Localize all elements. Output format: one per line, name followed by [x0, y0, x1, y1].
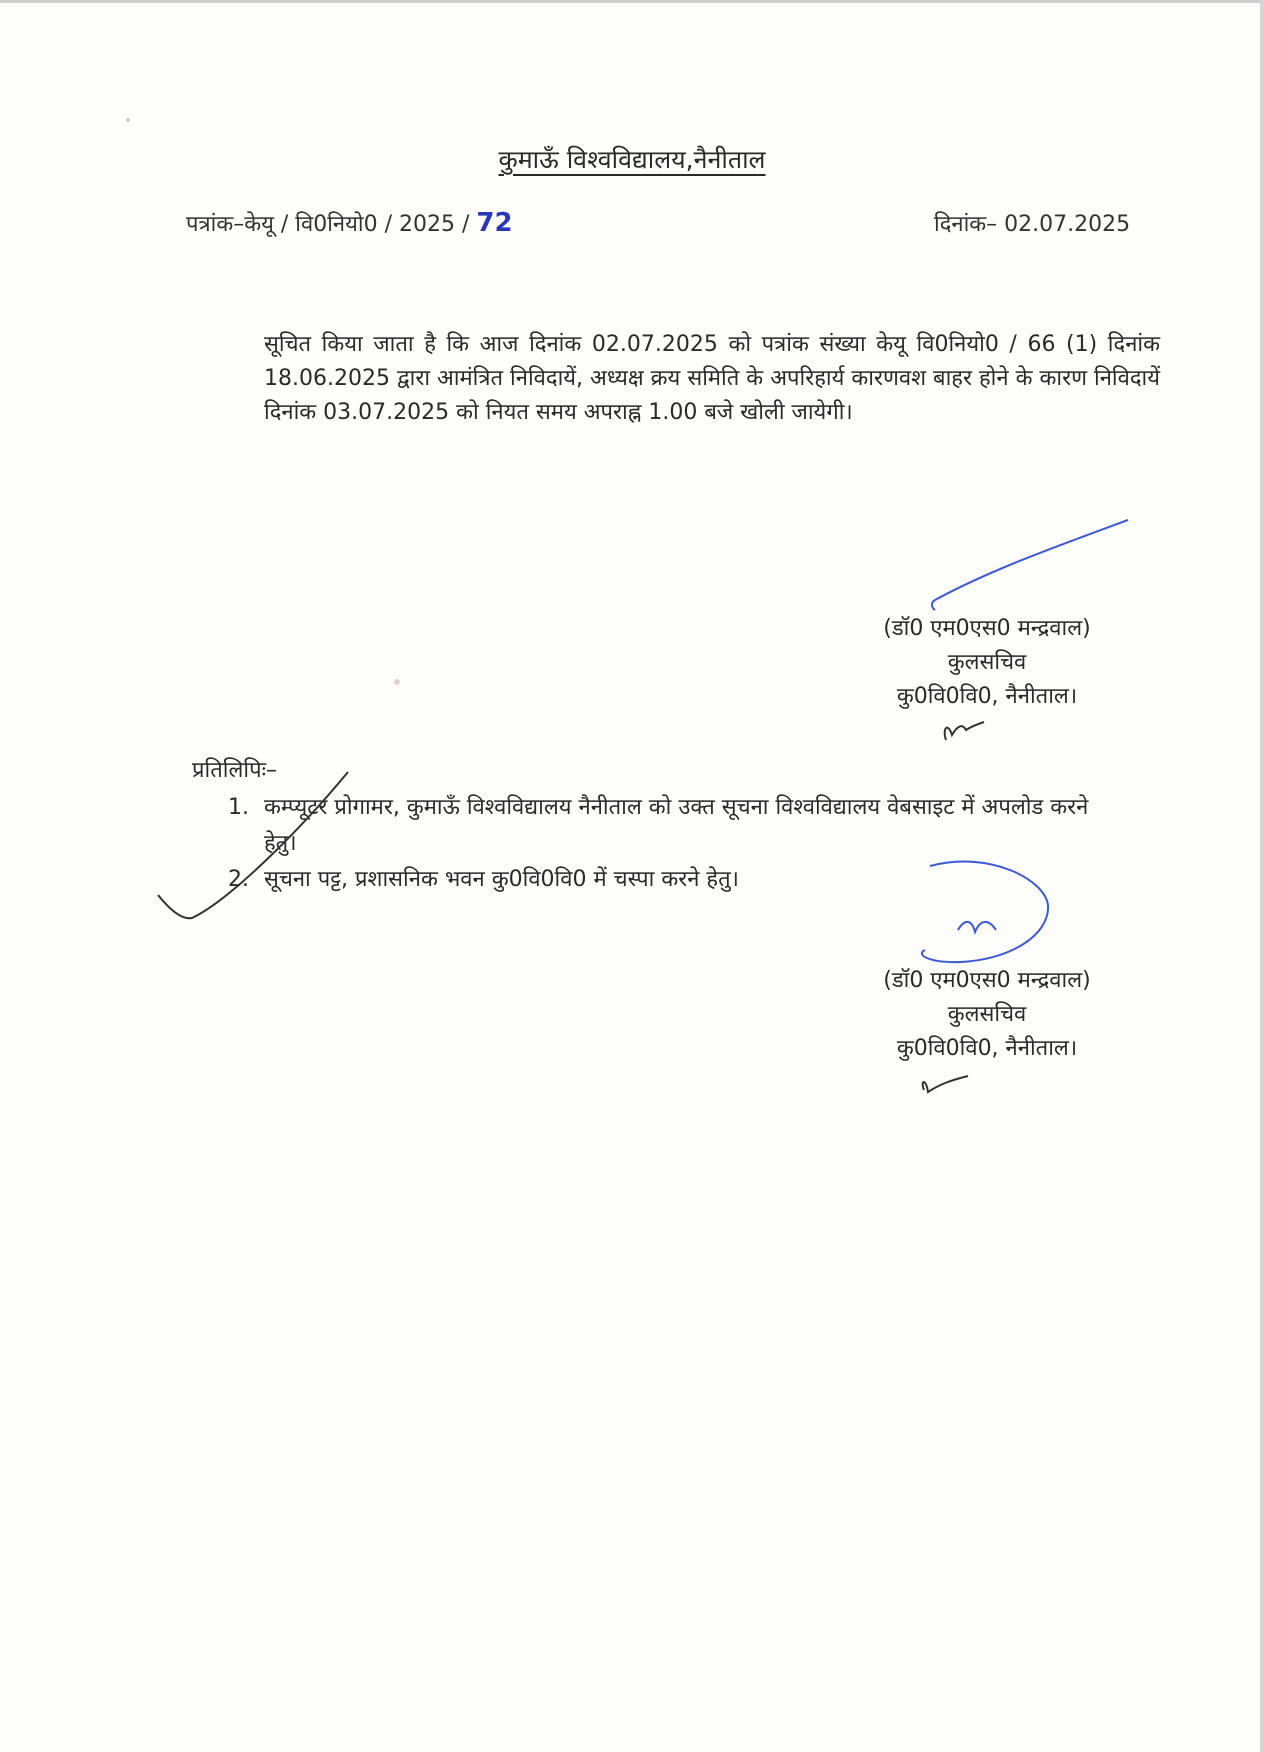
- signatory-name: (डॉ0 एम0एस0 मन्द्रवाल): [883, 616, 1091, 641]
- copy-to-label: प्रतिलिपिः–: [192, 758, 278, 783]
- signatory-office: कु0वि0वि0, नैनीताल।: [896, 684, 1078, 709]
- page-title: कुमाऊँ विश्वविद्यालय,नैनीताल: [498, 145, 766, 174]
- speck-icon: [126, 118, 130, 122]
- signature-stroke-icon: [932, 520, 1128, 610]
- signatory-designation: कुलसचिव: [947, 650, 1027, 675]
- list-item-number: 2.: [228, 867, 249, 892]
- initial-mark-icon: [923, 1076, 968, 1092]
- list-item: [228, 790, 1108, 862]
- reference-number: [186, 208, 513, 238]
- notice-paragraph: सूचित किया जाता है कि आज दिनांक 02.07.2025 को पत्रांक संख्या केयू वि0नियो0 / 66 (1) दिनांक 18.06.2025 द्वारा आमंत्रित निविदायें, अध्यक्ष क्रय समिति के अपरिहार्य कारणवश बाहर होने के कारण निविदायें दिनांक 03.07.2025 को नियत समय अपराह्न 1.00 बजे खोली जायेगी।: [264, 332, 1160, 425]
- signatory-name: (डॉ0 एम0एस0 मन्द्रवाल): [883, 968, 1091, 993]
- initial-mark-icon: [945, 722, 984, 740]
- copy-to-list: [228, 790, 1108, 898]
- signature-block-2: [842, 964, 1132, 1066]
- signature-block-1: [842, 612, 1132, 714]
- speck-icon: [394, 679, 400, 685]
- signatory-designation: कुलसचिव: [947, 1002, 1027, 1027]
- handwritten-reference-number: 72: [476, 208, 513, 238]
- list-item-number: 1.: [228, 795, 249, 820]
- reference-prefix: पत्रांक–केयू / वि0नियो0 / 2025 /: [186, 212, 470, 237]
- letter-date: दिनांक– 02.07.2025: [934, 212, 1131, 237]
- signatory-office: कु0वि0वि0, नैनीताल।: [896, 1036, 1078, 1061]
- list-item-text: कम्प्यूटर प्रोगामर, कुमाऊँ विश्वविद्यालय नैनीताल को उक्त सूचना विश्वविद्यालय वेबसाइट में अपलोड करने हेतु।: [264, 795, 1089, 856]
- list-item: [228, 862, 1108, 898]
- list-item-text: सूचना पट्ट, प्रशासनिक भवन कु0वि0वि0 में चस्पा करने हेतु।: [264, 867, 739, 892]
